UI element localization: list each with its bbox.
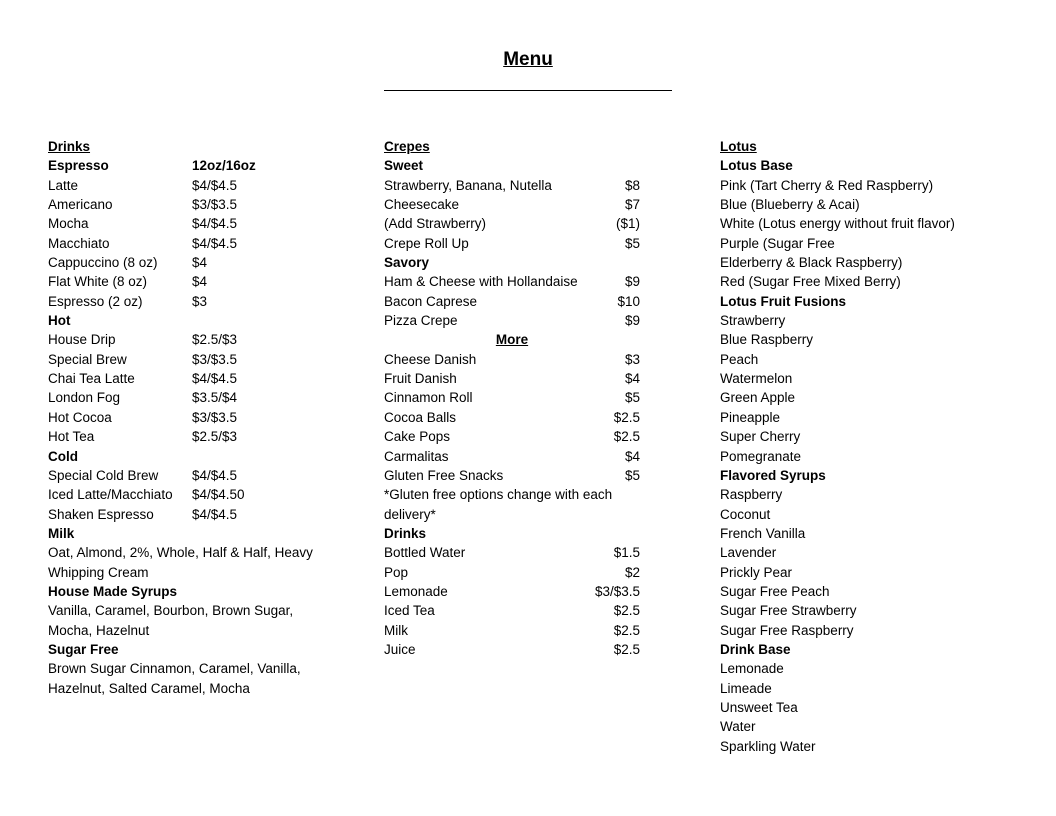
item-name: Americano xyxy=(48,197,113,213)
item-name: Ham & Cheese with Hollandaise xyxy=(384,274,578,290)
item-price: $5 xyxy=(624,390,640,406)
list-item: Blue Raspberry xyxy=(720,332,814,348)
section-header-drinks: Drinks xyxy=(48,139,91,154)
item-price: $5 xyxy=(624,467,640,483)
item-price: $3 xyxy=(192,293,208,309)
item-price: ($1) xyxy=(615,216,640,232)
menu-item xyxy=(384,311,640,330)
item-name: Bacon Caprese xyxy=(384,293,478,309)
list-item: Sugar Free Strawberry xyxy=(720,603,857,619)
menu-item xyxy=(384,234,640,253)
list-item: Sparkling Water xyxy=(720,738,816,754)
menu-item xyxy=(48,369,348,388)
item-name: House Drip xyxy=(48,332,116,348)
menu-item xyxy=(384,427,640,446)
subsection-header-sugar-free: Sugar Free xyxy=(48,641,119,657)
gluten-free-note: *Gluten free options change with each xyxy=(384,487,613,503)
item-name: Iced Tea xyxy=(384,603,435,619)
list-item: Unsweet Tea xyxy=(720,699,798,715)
list-item: Lavender xyxy=(720,545,777,561)
item-price: $3/$3.5 xyxy=(192,197,238,213)
menu-item xyxy=(48,466,348,485)
list-item: Coconut xyxy=(720,506,771,522)
subsection-header-drinks: Drinks xyxy=(384,525,427,541)
subsection-header-hot: Hot xyxy=(48,313,71,329)
menu-item xyxy=(384,369,640,388)
item-price: $3 xyxy=(624,351,640,367)
menu-item xyxy=(384,543,640,562)
item-price: $2 xyxy=(624,564,640,580)
menu-item xyxy=(48,350,348,369)
subsection-header-milk: Milk xyxy=(48,525,75,541)
item-price: $4/$4.5 xyxy=(192,371,238,387)
item-name: Pop xyxy=(384,564,409,580)
list-item: Pineapple xyxy=(720,409,781,425)
item-name: Cappuccino (8 oz) xyxy=(48,255,158,271)
item-name: Pizza Crepe xyxy=(384,313,458,329)
list-item: White (Lotus energy without fruit flavor) xyxy=(720,216,955,232)
sugar-free-line: Brown Sugar Cinnamon, Caramel, Vanilla, xyxy=(48,661,301,677)
item-price: $3/$3.5 xyxy=(192,409,238,425)
item-price: $7 xyxy=(624,197,640,213)
item-name: Flat White (8 oz) xyxy=(48,274,148,290)
item-name: Chai Tea Latte xyxy=(48,371,135,387)
menu-item xyxy=(384,388,640,407)
title-divider xyxy=(384,90,672,91)
item-name: Gluten Free Snacks xyxy=(384,467,504,483)
item-price: $1.5 xyxy=(613,545,640,561)
item-name: London Fog xyxy=(48,390,121,406)
item-name: Macchiato xyxy=(48,235,110,251)
item-name: Juice xyxy=(384,641,416,657)
list-item: Peach xyxy=(720,351,759,367)
menu-item xyxy=(48,505,348,524)
page-title: Menu xyxy=(503,49,553,70)
milk-options-line: Whipping Cream xyxy=(48,564,149,580)
list-item: Pomegranate xyxy=(720,448,802,464)
menu-item xyxy=(48,485,348,504)
item-name: Cocoa Balls xyxy=(384,409,457,425)
drinks-column xyxy=(48,137,348,698)
list-item: Strawberry xyxy=(720,313,786,329)
list-item: Red (Sugar Free Mixed Berry) xyxy=(720,274,901,290)
menu-item xyxy=(384,292,640,311)
menu-item xyxy=(384,466,640,485)
item-price: $2.5 xyxy=(613,641,640,657)
subsection-header-more: More xyxy=(495,332,529,348)
list-item: Limeade xyxy=(720,680,772,696)
house-syrups-line: Vanilla, Caramel, Bourbon, Brown Sugar, xyxy=(48,603,294,619)
item-price: $10 xyxy=(617,293,640,309)
menu-item xyxy=(48,272,348,291)
item-name: Lemonade xyxy=(384,583,448,599)
menu-item xyxy=(48,388,348,407)
menu-item xyxy=(384,621,640,640)
item-price: $2.5/$3 xyxy=(192,332,238,348)
item-name: Shaken Espresso xyxy=(48,506,154,522)
item-price: $3/$3.5 xyxy=(192,351,238,367)
item-name: Latte xyxy=(48,177,79,193)
item-price: $4/$4.5 xyxy=(192,506,238,522)
crepes-column xyxy=(384,137,640,659)
item-price: $8 xyxy=(624,177,640,193)
menu-item xyxy=(48,427,348,446)
list-item: Elderberry & Black Raspberry) xyxy=(720,255,903,271)
item-price: $2.5 xyxy=(613,409,640,425)
subsection-header-espresso xyxy=(48,156,348,175)
list-item: Sugar Free Raspberry xyxy=(720,622,854,638)
menu-item xyxy=(48,234,348,253)
item-name: Cake Pops xyxy=(384,429,451,445)
item-price: $4/$4.5 xyxy=(192,177,238,193)
list-item: Blue (Blueberry & Acai) xyxy=(720,197,860,213)
subsection-header-house-syrups: House Made Syrups xyxy=(48,583,178,599)
item-price: $2.5 xyxy=(613,622,640,638)
item-price: $5 xyxy=(624,235,640,251)
menu-item xyxy=(384,563,640,582)
item-name: Special Brew xyxy=(48,351,127,367)
item-name: Cheesecake xyxy=(384,197,460,213)
item-name: Special Cold Brew xyxy=(48,467,159,483)
item-price: $4 xyxy=(624,371,640,387)
menu-item xyxy=(48,176,348,195)
menu-item xyxy=(48,214,348,233)
menu-item xyxy=(384,195,640,214)
item-name: Crepe Roll Up xyxy=(384,235,469,251)
menu-item xyxy=(384,350,640,369)
house-syrups-line: Mocha, Hazelnut xyxy=(48,622,150,638)
subsection-header-drink-base: Drink Base xyxy=(720,641,791,657)
menu-item xyxy=(384,408,640,427)
gluten-free-note: delivery* xyxy=(384,506,436,522)
item-name: Strawberry, Banana, Nutella xyxy=(384,177,552,193)
size-header: 12oz/16oz xyxy=(192,158,256,174)
menu-item xyxy=(384,640,640,659)
item-name: Cinnamon Roll xyxy=(384,390,473,406)
item-name: Iced Latte/Macchiato xyxy=(48,487,173,503)
subsection-header-cold: Cold xyxy=(48,448,78,464)
section-header-crepes: Crepes xyxy=(384,139,430,154)
list-item: Super Cherry xyxy=(720,429,801,445)
list-item: Water xyxy=(720,719,756,735)
menu-item xyxy=(384,176,640,195)
menu-item xyxy=(48,408,348,427)
item-price: $2.5 xyxy=(613,603,640,619)
item-name: Carmalitas xyxy=(384,448,449,464)
subsection-header-flavored-syrups: Flavored Syrups xyxy=(720,467,826,483)
sugar-free-line: Hazelnut, Salted Caramel, Mocha xyxy=(48,680,250,696)
list-item: Raspberry xyxy=(720,487,783,503)
menu-item xyxy=(48,292,348,311)
item-name: Hot Tea xyxy=(48,429,95,445)
subsection-header-fruit-fusions: Lotus Fruit Fusions xyxy=(720,293,846,309)
item-name: Hot Cocoa xyxy=(48,409,112,425)
list-item: Purple (Sugar Free xyxy=(720,235,835,251)
item-name: (Add Strawberry) xyxy=(384,216,487,232)
item-name: Fruit Danish xyxy=(384,371,457,387)
item-name: Bottled Water xyxy=(384,545,466,561)
item-price: $9 xyxy=(624,313,640,329)
lotus-column xyxy=(720,137,1020,756)
item-price: $4 xyxy=(192,255,208,271)
subsection-header-sweet: Sweet xyxy=(384,158,424,174)
section-header-lotus: Lotus xyxy=(720,139,757,154)
item-name: Milk xyxy=(384,622,408,638)
list-item: French Vanilla xyxy=(720,525,806,541)
milk-options-line: Oat, Almond, 2%, Whole, Half & Half, Heavy xyxy=(48,545,313,561)
menu-item xyxy=(384,601,640,620)
item-name: Mocha xyxy=(48,216,89,232)
list-item: Pink (Tart Cherry & Red Raspberry) xyxy=(720,177,934,193)
menu-item xyxy=(384,447,640,466)
menu-item xyxy=(384,214,640,233)
list-item: Sugar Free Peach xyxy=(720,583,830,599)
item-name: Espresso (2 oz) xyxy=(48,293,143,309)
menu-item xyxy=(384,272,640,291)
espresso-header: Espresso xyxy=(48,158,109,174)
item-price: $4/$4.50 xyxy=(192,487,245,503)
list-item: Watermelon xyxy=(720,371,793,387)
item-price: $4 xyxy=(624,448,640,464)
menu-item xyxy=(48,253,348,272)
item-price: $9 xyxy=(624,274,640,290)
menu-item xyxy=(384,582,640,601)
item-name: Cheese Danish xyxy=(384,351,477,367)
menu-item xyxy=(48,330,348,349)
item-price: $4/$4.5 xyxy=(192,467,238,483)
item-price: $4/$4.5 xyxy=(192,235,238,251)
list-item: Prickly Pear xyxy=(720,564,793,580)
list-item: Lemonade xyxy=(720,661,784,677)
item-price: $4 xyxy=(192,274,208,290)
item-price: $4/$4.5 xyxy=(192,216,238,232)
item-price: $2.5 xyxy=(613,429,640,445)
item-price: $3/$3.5 xyxy=(594,583,640,599)
item-price: $3.5/$4 xyxy=(192,390,238,406)
subsection-header-savory: Savory xyxy=(384,255,430,271)
subsection-header-lotus-base: Lotus Base xyxy=(720,158,793,174)
menu-item xyxy=(48,195,348,214)
list-item: Green Apple xyxy=(720,390,796,406)
item-price: $2.5/$3 xyxy=(192,429,238,445)
